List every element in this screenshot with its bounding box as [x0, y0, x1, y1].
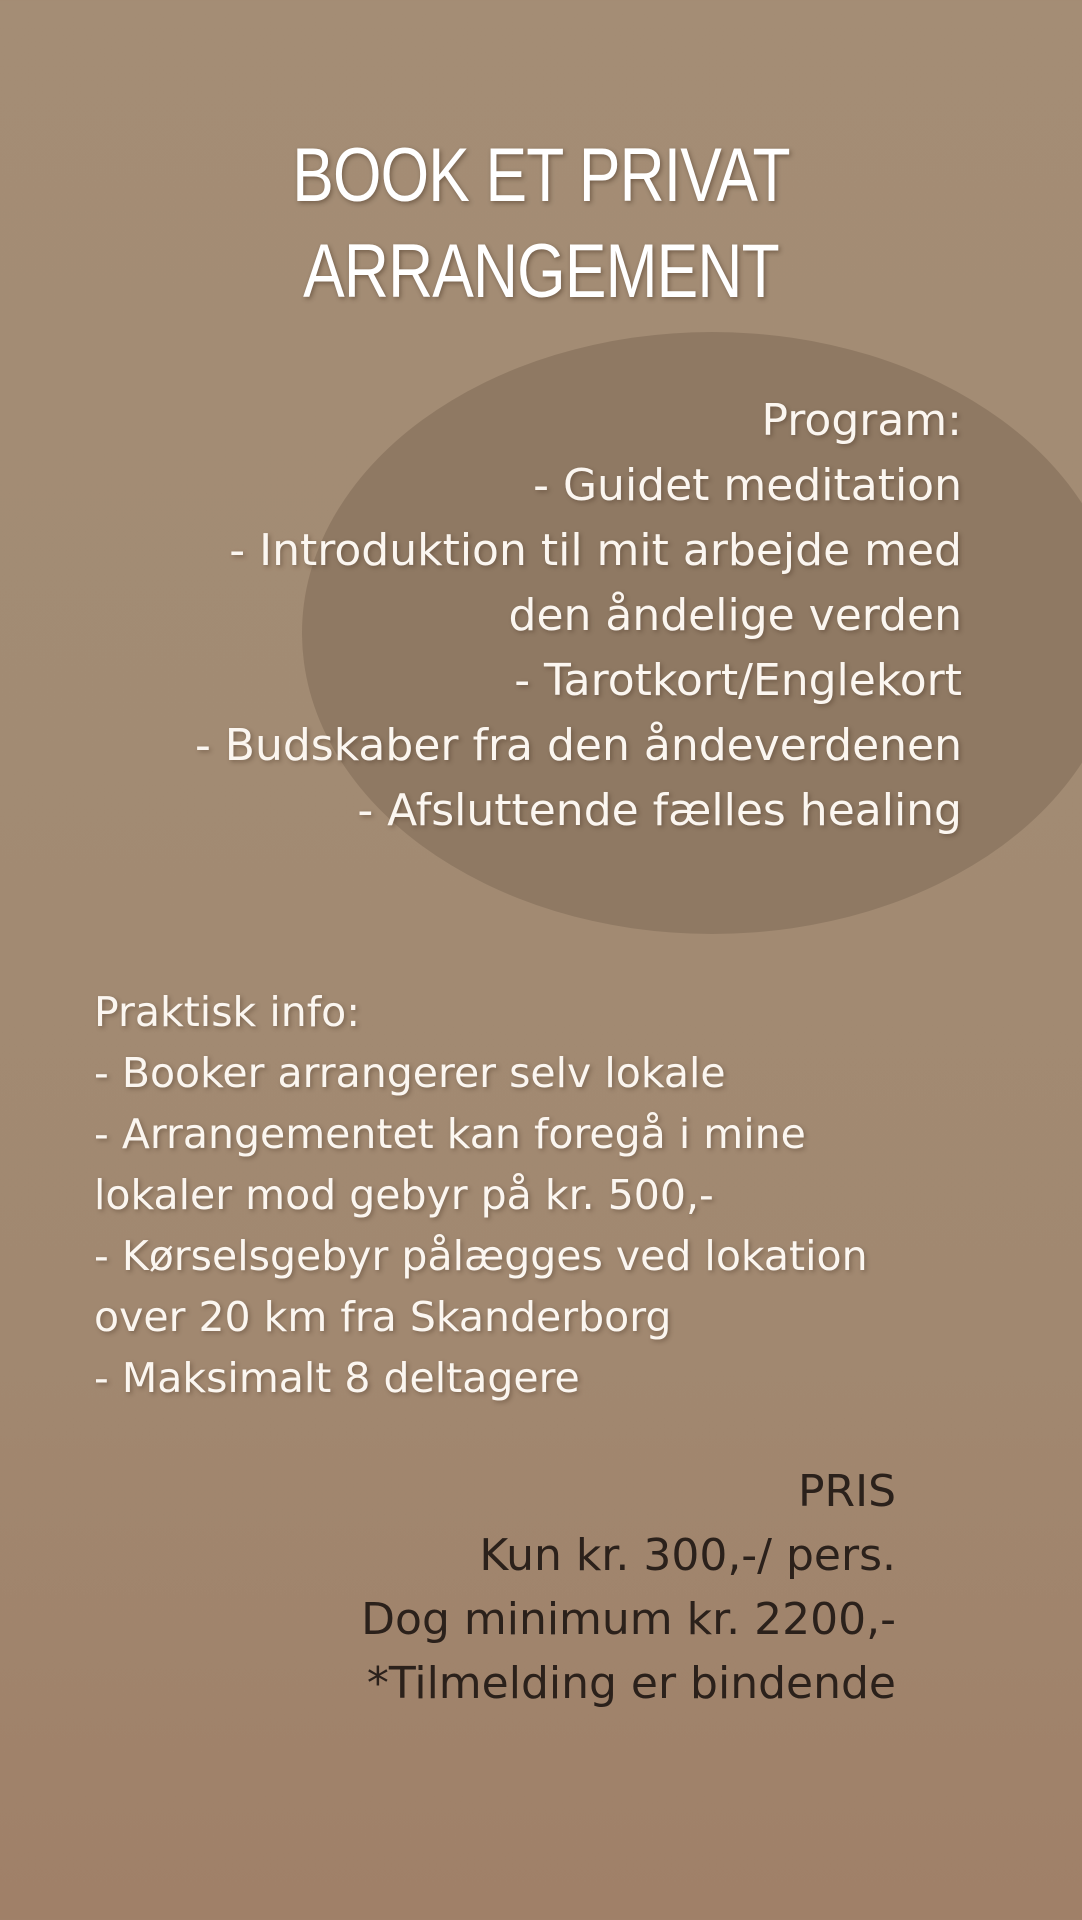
info-item: over 20 km fra Skanderborg	[94, 1293, 672, 1341]
price-line: Dog minimum kr. 2200,-	[361, 1594, 896, 1645]
info-item: - Maksimalt 8 deltagere	[94, 1354, 580, 1402]
price-line: *Tilmelding er bindende	[366, 1658, 896, 1709]
price-section	[36, 1460, 896, 1716]
info-item: - Arrangementet kan foregå i mine	[94, 1110, 806, 1158]
program-heading: Program:	[761, 395, 962, 446]
info-item: lokaler mod gebyr på kr. 500,-	[94, 1171, 714, 1219]
program-item: - Budskaber fra den åndeverdenen	[194, 720, 962, 771]
info-item: - Booker arrangerer selv lokale	[94, 1049, 726, 1097]
program-item: - Guidet meditation	[533, 460, 962, 511]
program-item: - Introduktion til mit arbejde med	[229, 525, 962, 576]
info-heading: Praktisk info:	[94, 988, 361, 1036]
practical-info-section	[94, 982, 1054, 1409]
page-title: BOOK ET PRIVAT ARRANGEMENT	[292, 133, 790, 314]
price-heading: PRIS	[797, 1466, 896, 1517]
info-item: - Kørselsgebyr pålægges ved lokation	[94, 1232, 868, 1280]
program-section	[2, 388, 962, 843]
program-item: - Afsluttende fælles healing	[357, 785, 962, 836]
program-item: - Tarotkort/Englekort	[514, 655, 962, 706]
program-item: den åndelige verden	[508, 590, 962, 641]
price-line: Kun kr. 300,-/ pers.	[479, 1530, 896, 1581]
